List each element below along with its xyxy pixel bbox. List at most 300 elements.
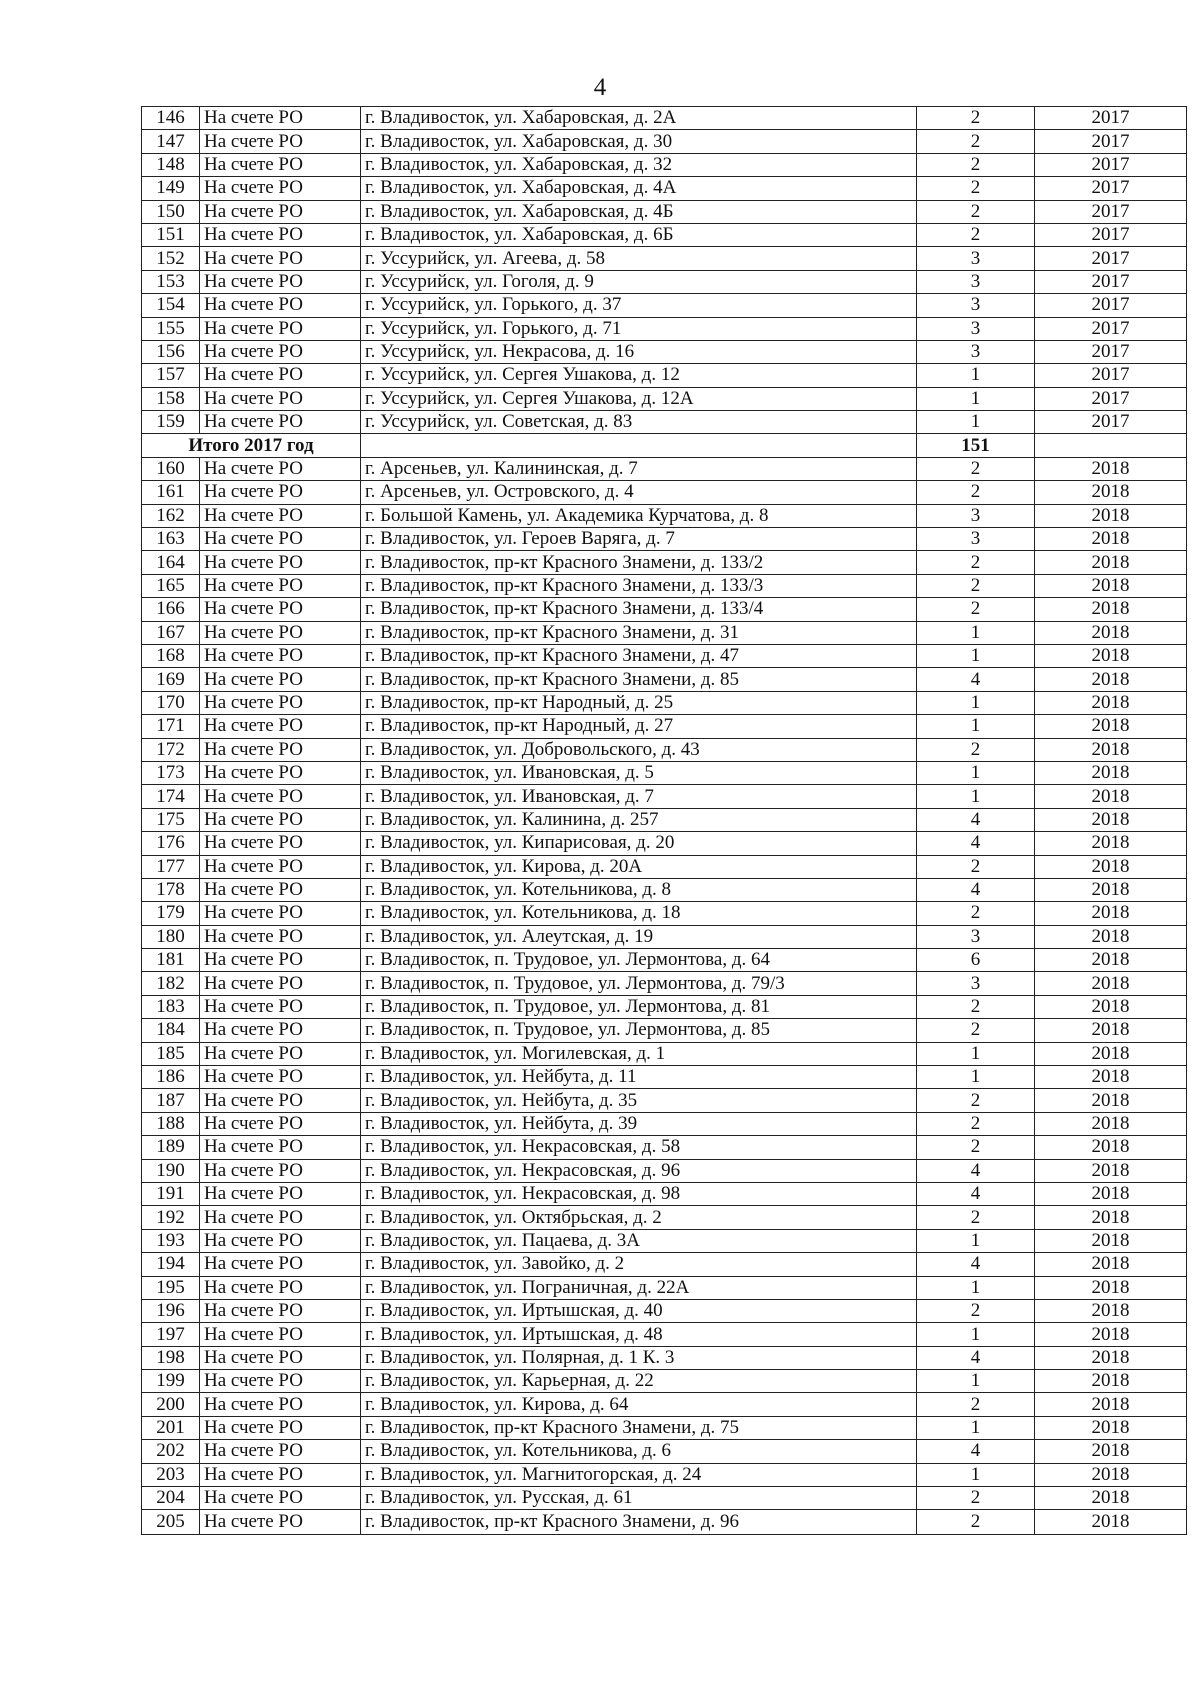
row-number: 146 xyxy=(142,107,200,130)
registry-table-body xyxy=(142,107,1187,1535)
table-row xyxy=(142,738,1187,761)
row-address: г. Владивосток, ул. Иртышская, д. 40 xyxy=(361,1299,917,1322)
table-row xyxy=(142,644,1187,667)
row-number: 200 xyxy=(142,1393,200,1416)
row-number: 190 xyxy=(142,1159,200,1182)
row-status: На счете РО xyxy=(200,551,361,574)
row-count: 2 xyxy=(917,153,1035,176)
row-count: 2 xyxy=(917,738,1035,761)
row-status: На счете РО xyxy=(200,528,361,551)
table-row xyxy=(142,457,1187,480)
row-address: г. Владивосток, ул. Нейбута, д. 11 xyxy=(361,1066,917,1089)
row-number: 149 xyxy=(142,177,200,200)
row-year: 2017 xyxy=(1035,317,1187,340)
row-year: 2018 xyxy=(1035,738,1187,761)
row-number: 195 xyxy=(142,1276,200,1299)
row-year: 2018 xyxy=(1035,1487,1187,1510)
row-number: 168 xyxy=(142,644,200,667)
row-address: г. Владивосток, ул. Хабаровская, д. 2А xyxy=(361,107,917,130)
row-year: 2018 xyxy=(1035,925,1187,948)
row-number: 164 xyxy=(142,551,200,574)
row-year: 2017 xyxy=(1035,340,1187,363)
row-status: На счете РО xyxy=(200,1463,361,1486)
row-number: 184 xyxy=(142,1019,200,1042)
row-number: 181 xyxy=(142,949,200,972)
row-status: На счете РО xyxy=(200,457,361,480)
row-address: г. Владивосток, ул. Октябрьская, д. 2 xyxy=(361,1206,917,1229)
row-address: г. Владивосток, ул. Некрасовская, д. 98 xyxy=(361,1182,917,1205)
row-count: 3 xyxy=(917,247,1035,270)
table-row xyxy=(142,574,1187,597)
table-row xyxy=(142,995,1187,1018)
row-number: 192 xyxy=(142,1206,200,1229)
row-year: 2018 xyxy=(1035,808,1187,831)
table-row xyxy=(142,808,1187,831)
row-status: На счете РО xyxy=(200,1276,361,1299)
row-address: г. Владивосток, ул. Героев Варяга, д. 7 xyxy=(361,528,917,551)
subtotal-empty-cell xyxy=(361,434,917,457)
row-year: 2017 xyxy=(1035,247,1187,270)
row-address: г. Владивосток, п. Трудовое, ул. Лермонтова, д. 81 xyxy=(361,995,917,1018)
row-year: 2018 xyxy=(1035,785,1187,808)
row-address: г. Владивосток, ул. Хабаровская, д. 4А xyxy=(361,177,917,200)
subtotal-value: 151 xyxy=(917,434,1035,457)
row-address: г. Уссурийск, ул. Советская, д. 83 xyxy=(361,411,917,434)
row-count: 4 xyxy=(917,832,1035,855)
row-count: 1 xyxy=(917,411,1035,434)
row-status: На счете РО xyxy=(200,832,361,855)
row-number: 148 xyxy=(142,153,200,176)
row-address: г. Владивосток, ул. Хабаровская, д. 30 xyxy=(361,130,917,153)
row-address: г. Владивосток, ул. Завойко, д. 2 xyxy=(361,1253,917,1276)
row-number: 204 xyxy=(142,1487,200,1510)
row-address: г. Уссурийск, ул. Горького, д. 37 xyxy=(361,294,917,317)
row-status: На счете РО xyxy=(200,317,361,340)
row-count: 2 xyxy=(917,1299,1035,1322)
row-number: 151 xyxy=(142,223,200,246)
table-row xyxy=(142,691,1187,714)
row-status: На счете РО xyxy=(200,621,361,644)
row-status: На счете РО xyxy=(200,668,361,691)
row-address: г. Большой Камень, ул. Академика Курчатова, д. 8 xyxy=(361,504,917,527)
row-count: 2 xyxy=(917,598,1035,621)
row-address: г. Владивосток, пр-кт Красного Знамени, д. 133/3 xyxy=(361,574,917,597)
row-status: На счете РО xyxy=(200,107,361,130)
row-address: г. Владивосток, пр-кт Народный, д. 25 xyxy=(361,691,917,714)
row-address: г. Владивосток, ул. Алеутская, д. 19 xyxy=(361,925,917,948)
row-count: 2 xyxy=(917,457,1035,480)
table-row xyxy=(142,364,1187,387)
table-row xyxy=(142,855,1187,878)
row-number: 161 xyxy=(142,481,200,504)
row-count: 4 xyxy=(917,1346,1035,1369)
row-number: 186 xyxy=(142,1066,200,1089)
row-count: 1 xyxy=(917,1416,1035,1439)
row-count: 1 xyxy=(917,1463,1035,1486)
subtotal-label: Итого 2017 год xyxy=(142,434,361,457)
row-count: 3 xyxy=(917,972,1035,995)
row-status: На счете РО xyxy=(200,808,361,831)
table-row xyxy=(142,1370,1187,1393)
row-count: 3 xyxy=(917,528,1035,551)
row-count: 2 xyxy=(917,1393,1035,1416)
table-row xyxy=(142,387,1187,410)
row-year: 2018 xyxy=(1035,551,1187,574)
row-status: На счете РО xyxy=(200,223,361,246)
table-row xyxy=(142,878,1187,901)
row-number: 177 xyxy=(142,855,200,878)
table-row xyxy=(142,1229,1187,1252)
row-address: г. Владивосток, пр-кт Красного Знамени, д. 47 xyxy=(361,644,917,667)
row-count: 2 xyxy=(917,1136,1035,1159)
table-row xyxy=(142,1299,1187,1322)
table-row xyxy=(142,949,1187,972)
row-year: 2018 xyxy=(1035,1276,1187,1299)
row-number: 150 xyxy=(142,200,200,223)
row-year: 2018 xyxy=(1035,1159,1187,1182)
row-year: 2018 xyxy=(1035,902,1187,925)
row-number: 155 xyxy=(142,317,200,340)
row-count: 2 xyxy=(917,1112,1035,1135)
table-row xyxy=(142,411,1187,434)
row-year: 2018 xyxy=(1035,1393,1187,1416)
row-number: 187 xyxy=(142,1089,200,1112)
table-row xyxy=(142,130,1187,153)
row-status: На счете РО xyxy=(200,1299,361,1322)
row-number: 193 xyxy=(142,1229,200,1252)
table-row xyxy=(142,247,1187,270)
row-number: 170 xyxy=(142,691,200,714)
row-count: 4 xyxy=(917,1440,1035,1463)
row-status: На счете РО xyxy=(200,1346,361,1369)
row-number: 159 xyxy=(142,411,200,434)
row-address: г. Арсеньев, ул. Островского, д. 4 xyxy=(361,481,917,504)
table-row xyxy=(142,1159,1187,1182)
row-count: 1 xyxy=(917,1066,1035,1089)
row-count: 1 xyxy=(917,1276,1035,1299)
row-number: 183 xyxy=(142,995,200,1018)
row-count: 6 xyxy=(917,949,1035,972)
row-year: 2017 xyxy=(1035,107,1187,130)
table-row xyxy=(142,1112,1187,1135)
row-address: г. Уссурийск, ул. Сергея Ушакова, д. 12А xyxy=(361,387,917,410)
row-number: 166 xyxy=(142,598,200,621)
row-status: На счете РО xyxy=(200,972,361,995)
row-year: 2018 xyxy=(1035,504,1187,527)
row-status: На счете РО xyxy=(200,925,361,948)
row-number: 154 xyxy=(142,294,200,317)
row-status: На счете РО xyxy=(200,1253,361,1276)
row-number: 174 xyxy=(142,785,200,808)
row-status: На счете РО xyxy=(200,130,361,153)
table-row xyxy=(142,270,1187,293)
row-year: 2017 xyxy=(1035,411,1187,434)
row-status: На счете РО xyxy=(200,902,361,925)
row-year: 2018 xyxy=(1035,644,1187,667)
row-address: г. Владивосток, пр-кт Красного Знамени, д. 31 xyxy=(361,621,917,644)
row-year: 2018 xyxy=(1035,1206,1187,1229)
row-number: 152 xyxy=(142,247,200,270)
row-address: г. Владивосток, ул. Котельникова, д. 8 xyxy=(361,878,917,901)
row-year: 2018 xyxy=(1035,1019,1187,1042)
row-address: г. Владивосток, ул. Хабаровская, д. 6Б xyxy=(361,223,917,246)
row-status: На счете РО xyxy=(200,1159,361,1182)
row-count: 1 xyxy=(917,691,1035,714)
table-row xyxy=(142,761,1187,784)
row-number: 188 xyxy=(142,1112,200,1135)
table-row xyxy=(142,1089,1187,1112)
row-status: На счете РО xyxy=(200,1089,361,1112)
row-address: г. Владивосток, ул. Иртышская, д. 48 xyxy=(361,1323,917,1346)
table-row xyxy=(142,1510,1187,1535)
row-number: 158 xyxy=(142,387,200,410)
row-address: г. Уссурийск, ул. Горького, д. 71 xyxy=(361,317,917,340)
row-address: г. Владивосток, ул. Нейбута, д. 39 xyxy=(361,1112,917,1135)
row-number: 185 xyxy=(142,1042,200,1065)
table-row xyxy=(142,902,1187,925)
table-row xyxy=(142,1042,1187,1065)
row-count: 2 xyxy=(917,902,1035,925)
row-number: 147 xyxy=(142,130,200,153)
row-year: 2018 xyxy=(1035,1136,1187,1159)
row-number: 169 xyxy=(142,668,200,691)
row-count: 3 xyxy=(917,317,1035,340)
row-number: 194 xyxy=(142,1253,200,1276)
row-year: 2018 xyxy=(1035,481,1187,504)
row-number: 180 xyxy=(142,925,200,948)
table-row xyxy=(142,1487,1187,1510)
row-count: 1 xyxy=(917,761,1035,784)
row-status: На счете РО xyxy=(200,995,361,1018)
row-year: 2018 xyxy=(1035,1440,1187,1463)
row-count: 3 xyxy=(917,340,1035,363)
row-status: На счете РО xyxy=(200,691,361,714)
row-count: 2 xyxy=(917,177,1035,200)
row-count: 4 xyxy=(917,878,1035,901)
row-count: 1 xyxy=(917,1370,1035,1393)
row-address: г. Владивосток, пр-кт Народный, д. 27 xyxy=(361,715,917,738)
table-row xyxy=(142,107,1187,130)
row-count: 3 xyxy=(917,294,1035,317)
row-status: На счете РО xyxy=(200,1440,361,1463)
row-year: 2018 xyxy=(1035,457,1187,480)
row-number: 197 xyxy=(142,1323,200,1346)
row-number: 191 xyxy=(142,1182,200,1205)
row-count: 2 xyxy=(917,130,1035,153)
row-number: 205 xyxy=(142,1510,200,1535)
row-year: 2017 xyxy=(1035,364,1187,387)
row-number: 196 xyxy=(142,1299,200,1322)
row-count: 1 xyxy=(917,621,1035,644)
row-year: 2018 xyxy=(1035,855,1187,878)
row-status: На счете РО xyxy=(200,1066,361,1089)
row-address: г. Владивосток, ул. Полярная, д. 1 К. 3 xyxy=(361,1346,917,1369)
row-year: 2018 xyxy=(1035,1299,1187,1322)
row-status: На счете РО xyxy=(200,1042,361,1065)
table-row xyxy=(142,1440,1187,1463)
row-status: На счете РО xyxy=(200,598,361,621)
table-row xyxy=(142,1182,1187,1205)
row-status: На счете РО xyxy=(200,785,361,808)
row-number: 156 xyxy=(142,340,200,363)
row-address: г. Владивосток, ул. Кирова, д. 64 xyxy=(361,1393,917,1416)
row-status: На счете РО xyxy=(200,1370,361,1393)
table-row xyxy=(142,317,1187,340)
row-count: 4 xyxy=(917,808,1035,831)
row-number: 173 xyxy=(142,761,200,784)
table-row xyxy=(142,528,1187,551)
row-count: 2 xyxy=(917,107,1035,130)
row-year: 2017 xyxy=(1035,200,1187,223)
table-row xyxy=(142,1253,1187,1276)
row-address: г. Уссурийск, ул. Агеева, д. 58 xyxy=(361,247,917,270)
row-year: 2018 xyxy=(1035,878,1187,901)
row-status: На счете РО xyxy=(200,294,361,317)
row-year: 2017 xyxy=(1035,130,1187,153)
table-row xyxy=(142,715,1187,738)
page-number: 4 xyxy=(593,74,607,101)
row-count: 1 xyxy=(917,1042,1035,1065)
row-status: На счете РО xyxy=(200,1416,361,1439)
row-status: На счете РО xyxy=(200,1323,361,1346)
row-address: г. Владивосток, пр-кт Красного Знамени, д. 133/4 xyxy=(361,598,917,621)
row-address: г. Владивосток, ул. Некрасовская, д. 96 xyxy=(361,1159,917,1182)
row-address: г. Владивосток, ул. Нейбута, д. 35 xyxy=(361,1089,917,1112)
table-row xyxy=(142,340,1187,363)
row-year: 2018 xyxy=(1035,1229,1187,1252)
row-status: На счете РО xyxy=(200,574,361,597)
row-address: г. Владивосток, ул. Добровольского, д. 43 xyxy=(361,738,917,761)
subtotal-row xyxy=(142,434,1187,457)
table-row xyxy=(142,668,1187,691)
table-row xyxy=(142,1463,1187,1486)
row-count: 1 xyxy=(917,1229,1035,1252)
row-number: 165 xyxy=(142,574,200,597)
subtotal-empty-cell xyxy=(1035,434,1187,457)
row-status: На счете РО xyxy=(200,1487,361,1510)
row-count: 2 xyxy=(917,855,1035,878)
row-count: 3 xyxy=(917,270,1035,293)
row-count: 2 xyxy=(917,200,1035,223)
row-number: 201 xyxy=(142,1416,200,1439)
row-number: 157 xyxy=(142,364,200,387)
row-year: 2018 xyxy=(1035,715,1187,738)
registry-table xyxy=(141,106,1187,1535)
row-number: 162 xyxy=(142,504,200,527)
table-row xyxy=(142,1323,1187,1346)
table-row xyxy=(142,1346,1187,1369)
row-year: 2018 xyxy=(1035,1182,1187,1205)
row-count: 4 xyxy=(917,668,1035,691)
row-year: 2018 xyxy=(1035,1463,1187,1486)
row-status: На счете РО xyxy=(200,1019,361,1042)
table-row xyxy=(142,1416,1187,1439)
row-address: г. Владивосток, п. Трудовое, ул. Лермонтова, д. 64 xyxy=(361,949,917,972)
row-year: 2018 xyxy=(1035,691,1187,714)
table-row xyxy=(142,294,1187,317)
row-status: На счете РО xyxy=(200,340,361,363)
row-address: г. Владивосток, п. Трудовое, ул. Лермонтова, д. 79/3 xyxy=(361,972,917,995)
row-year: 2017 xyxy=(1035,177,1187,200)
row-number: 171 xyxy=(142,715,200,738)
row-count: 4 xyxy=(917,1253,1035,1276)
row-address: г. Владивосток, ул. Карьерная, д. 22 xyxy=(361,1370,917,1393)
row-count: 2 xyxy=(917,1206,1035,1229)
row-year: 2017 xyxy=(1035,153,1187,176)
row-year: 2018 xyxy=(1035,1042,1187,1065)
row-year: 2018 xyxy=(1035,1510,1187,1535)
row-address: г. Владивосток, ул. Кирова, д. 20А xyxy=(361,855,917,878)
row-status: На счете РО xyxy=(200,1206,361,1229)
row-status: На счете РО xyxy=(200,364,361,387)
row-count: 3 xyxy=(917,504,1035,527)
row-count: 1 xyxy=(917,1323,1035,1346)
table-row xyxy=(142,1206,1187,1229)
row-address: г. Владивосток, ул. Ивановская, д. 7 xyxy=(361,785,917,808)
row-year: 2018 xyxy=(1035,621,1187,644)
row-number: 182 xyxy=(142,972,200,995)
row-number: 160 xyxy=(142,457,200,480)
row-count: 2 xyxy=(917,1089,1035,1112)
row-number: 203 xyxy=(142,1463,200,1486)
row-address: г. Уссурийск, ул. Сергея Ушакова, д. 12 xyxy=(361,364,917,387)
row-year: 2018 xyxy=(1035,972,1187,995)
row-address: г. Уссурийск, ул. Гоголя, д. 9 xyxy=(361,270,917,293)
row-count: 2 xyxy=(917,1019,1035,1042)
row-status: На счете РО xyxy=(200,1136,361,1159)
row-status: На счете РО xyxy=(200,1510,361,1535)
row-address: г. Владивосток, ул. Хабаровская, д. 4Б xyxy=(361,200,917,223)
row-count: 2 xyxy=(917,1510,1035,1535)
row-address: г. Владивосток, ул. Хабаровская, д. 32 xyxy=(361,153,917,176)
row-address: г. Владивосток, ул. Магнитогорская, д. 24 xyxy=(361,1463,917,1486)
row-year: 2017 xyxy=(1035,270,1187,293)
table-row xyxy=(142,551,1187,574)
row-status: На счете РО xyxy=(200,153,361,176)
row-address: г. Уссурийск, ул. Некрасова, д. 16 xyxy=(361,340,917,363)
row-status: На счете РО xyxy=(200,270,361,293)
row-address: г. Владивосток, пр-кт Красного Знамени, д. 96 xyxy=(361,1510,917,1535)
row-number: 202 xyxy=(142,1440,200,1463)
table-row xyxy=(142,504,1187,527)
row-address: г. Владивосток, п. Трудовое, ул. Лермонтова, д. 85 xyxy=(361,1019,917,1042)
row-year: 2017 xyxy=(1035,294,1187,317)
row-year: 2017 xyxy=(1035,387,1187,410)
row-year: 2018 xyxy=(1035,1066,1187,1089)
row-count: 1 xyxy=(917,644,1035,667)
row-status: На счете РО xyxy=(200,715,361,738)
row-year: 2018 xyxy=(1035,1253,1187,1276)
row-year: 2018 xyxy=(1035,1346,1187,1369)
row-year: 2018 xyxy=(1035,668,1187,691)
row-address: г. Владивосток, пр-кт Красного Знамени, д. 75 xyxy=(361,1416,917,1439)
row-status: На счете РО xyxy=(200,761,361,784)
row-status: На счете РО xyxy=(200,878,361,901)
row-address: г. Владивосток, ул. Некрасовская, д. 58 xyxy=(361,1136,917,1159)
table-row xyxy=(142,621,1187,644)
table-row xyxy=(142,481,1187,504)
row-count: 2 xyxy=(917,481,1035,504)
row-address: г. Владивосток, ул. Могилевская, д. 1 xyxy=(361,1042,917,1065)
row-address: г. Арсеньев, ул. Калининская, д. 7 xyxy=(361,457,917,480)
row-count: 2 xyxy=(917,1487,1035,1510)
table-row xyxy=(142,223,1187,246)
row-status: На счете РО xyxy=(200,1229,361,1252)
row-address: г. Владивосток, ул. Русская, д. 61 xyxy=(361,1487,917,1510)
row-address: г. Владивосток, ул. Котельникова, д. 6 xyxy=(361,1440,917,1463)
row-status: На счете РО xyxy=(200,949,361,972)
row-status: На счете РО xyxy=(200,504,361,527)
